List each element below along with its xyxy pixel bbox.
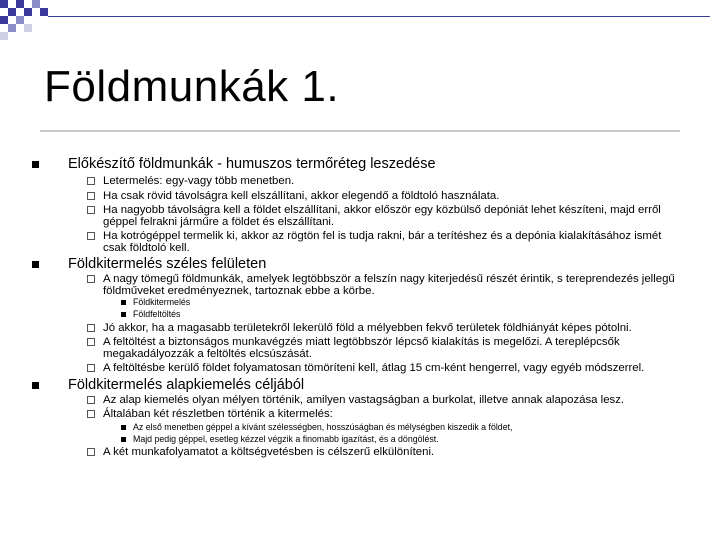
square-bullet-icon [32,261,39,268]
list-item-text: A feltöltésbe kerülő földet folyamatosan tömöríteni kell, átlag 15 cm-ként hengerrel, vagy egyéb módszerrel. [103,362,645,374]
list-item [103,204,678,228]
hollow-square-bullet-icon [87,448,95,456]
sub-list-item [133,434,678,445]
section-heading-text: Földkitermelés alapkiemelés céljából [68,377,305,393]
list-item-text: A két munkafolyamatot a költségvetésben is célszerű elkülöníteni. [103,446,435,458]
list-item [103,190,678,202]
sub-list-item-text: Majd pedig géppel, esetleg kézzel végzik a finomabb igazítást, és a döngölést. [133,434,439,444]
list-item-text: Letermelés: egy-vagy több menetben. [103,175,295,187]
hollow-square-bullet-icon [87,206,95,214]
title-rule [40,130,680,132]
square-bullet-icon [32,382,39,389]
list-item [103,230,678,254]
list-item [103,336,678,360]
list-item-text: Általában két részletben történik a kitermelés: [103,408,333,420]
hollow-square-bullet-icon [87,324,95,332]
sub-list-item [133,309,678,320]
slide-title: Földmunkák 1. [44,62,340,111]
list-item [103,362,678,374]
list-item-text: A nagy tömegű földmunkák, amelyek legtöbbször a felszín nagy kiterjedésű részét érintik, s tereprendezés jellegű földműveket eredményeznek, tartoznak ebbe a körbe. [103,273,675,297]
hollow-square-bullet-icon [87,192,95,200]
section-heading-text: Földkitermelés széles felületen [68,256,267,272]
list-item [103,273,678,297]
square-bullet-icon [121,437,126,442]
square-bullet-icon [121,312,126,317]
section-heading [68,377,304,394]
list-item-text: A feltöltést a biztonságos munkavégzés miatt legtöbbször lépcső kialakítás is megelőzi. A tereplépcsők megakadályozzák a feltöltés elcsúszását. [103,336,620,360]
list-item [103,394,678,406]
list-item [103,408,678,420]
list-item-text: Ha kotrógéppel termelik ki, akkor az rögtön fel is tudja rakni, bár a terítéshez és a depónia kialakításához ismét csak földtoló kell. [103,230,662,254]
section-heading [68,256,266,273]
hollow-square-bullet-icon [87,364,95,372]
list-item-text: Az alap kiemelés olyan mélyen történik, amilyen vastagságban a burkolat, illetve annak alapozása lesz. [103,394,625,406]
hollow-square-bullet-icon [87,338,95,346]
sub-list-item-text: Az első menetben géppel a kívánt szélességben, hosszúságban és mélységben kiszedik a földet, [133,422,513,432]
list-item [103,322,678,334]
hollow-square-bullet-icon [87,410,95,418]
sub-list-item-text: Földfeltöltés [133,309,181,319]
list-item-text: Ha csak rövid távolságra kell elszállítani, akkor elegendő a földtoló használata. [103,190,500,202]
list-item-text: Ha nagyobb távolságra kell a földet elszállítani, akkor először egy közbülső depóniát lehet készíteni, majd erről géppel felrakni járműre a földet és elszállítani. [103,204,661,228]
list-item [103,175,678,187]
section-heading-text: Előkészítő földmunkák - humuszos termőréteg leszedése [68,156,436,172]
hollow-square-bullet-icon [87,232,95,240]
section-heading [68,156,436,173]
hollow-square-bullet-icon [87,177,95,185]
list-item [103,446,678,458]
square-bullet-icon [32,161,39,168]
hollow-square-bullet-icon [87,396,95,404]
hollow-square-bullet-icon [87,275,95,283]
square-bullet-icon [121,425,126,430]
sub-list-item [133,422,678,433]
sub-list-item [133,297,678,308]
sub-list-item-text: Földkitermelés [133,297,191,307]
corner-decoration [0,0,720,40]
list-item-text: Jó akkor, ha a magasabb területekről lekerülő föld a mélyebben fekvő területek földhiányát képes pótolni. [103,322,632,334]
square-bullet-icon [121,300,126,305]
